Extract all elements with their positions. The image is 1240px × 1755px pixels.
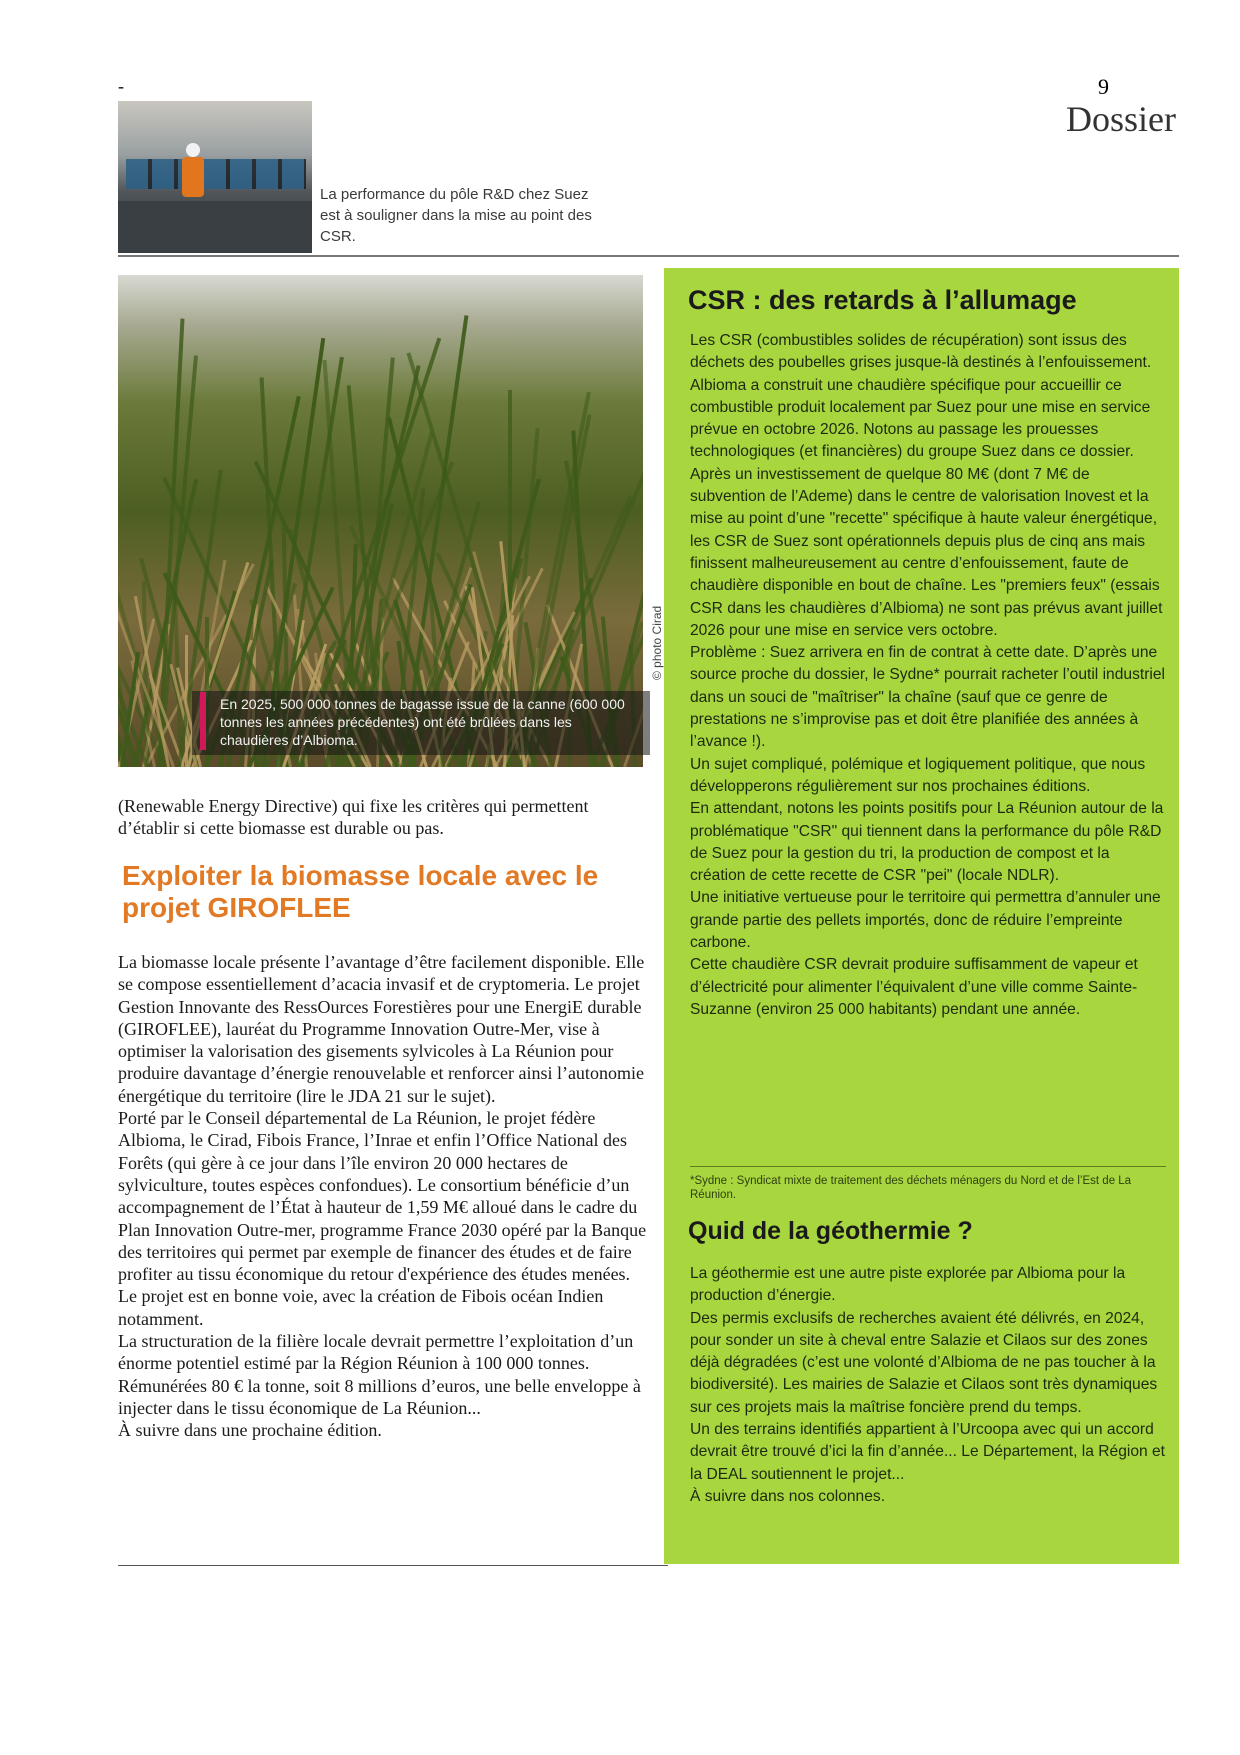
- geothermie-title: Quid de la géothermie ?: [688, 1217, 973, 1245]
- geothermie-article: [690, 1263, 1166, 1508]
- page-dash: -: [118, 76, 124, 96]
- paragraph: Les CSR (combustibles solides de récupération) sont issus des déchets des poubelles grises jusque-là destinés à l’enfouissement.: [690, 332, 1152, 372]
- paragraph: Des permis exclusifs de recherches avaient été délivrés, en 2024, pour sonder un site à cheval entre Salazie et Cilaos sur des zones déjà dégradées (c’est une volonté d’Albioma de ne pas toucher à la biodiversité). Les mairies de Salazie et Cilaos sont très dynamiques sur ces projets mais la maîtrise foncière prend du temps.: [690, 1309, 1158, 1416]
- giroflee-article: [118, 951, 648, 1442]
- paragraph: Porté par le Conseil départemental de La Réunion, le projet fédère Albioma, le Cirad, Fibois France, l’Inrae et enfin l’Office National des Forêts (qui gère à ce jour dans l’île environ 20 000 hectares de sylviculture, toutes espèces confondues). Le consortium bénéficie d’un accompagnement de l’État à hauteur de 1,59 M€ alloué dans le cadre du Plan Innovation Outre-mer, programme France 2030 opéré par la Banque des territoires qui permet par exemple de financer des études et de faire profiter au tissu économique du retour d'expérience des études menées. Le projet est en bonne voie, avec la création de Fibois océan Indien notamment.: [118, 1108, 647, 1329]
- bagasse-photo-caption: En 2025, 500 000 tonnes de bagasse issue de la canne (600 000 tonnes les années précédentes) ont été brûlées dans les chaudières d’Albioma.: [192, 691, 650, 755]
- footnote-divider: [690, 1166, 1166, 1167]
- csr-article: [690, 330, 1166, 1021]
- paragraph: Un sujet compliqué, polémique et logiquement politique, que nous développerons régulièrement sur nos prochaines éditions.: [690, 755, 1146, 795]
- page-number: 9: [1098, 74, 1109, 99]
- section-rubric: Dossier: [1066, 99, 1176, 139]
- caption-accent-bar: [200, 692, 206, 750]
- top-photo-caption: La performance du pôle R&D chez Suez est à souligner dans la mise au point des CSR.: [320, 186, 592, 245]
- paragraph: Un des terrains identifiés appartient à l’Urcoopa avec qui un accord devrait être trouvé d’ici la fin d’année... Le Département, la Région et la DEAL soutiennent le projet...: [690, 1421, 1166, 1483]
- top-divider: [118, 255, 1179, 257]
- control-room-photo: [118, 101, 312, 253]
- paragraph: En attendant, notons les points positifs pour La Réunion autour de la problématique "CSR" qui tiennent dans la performance du pôle R&D de Suez pour la gestion du tri, la production de compost et la création de cette recette de CSR "pei" (locale NDLR).: [690, 800, 1164, 885]
- paragraph: La biomasse locale présente l’avantage d’être facilement disponible. Elle se compose essentiellement d’acacia invasif et de cryptomeria. Le projet Gestion Innovante des RessOurces Forestières pour une EnergiE durable (GIROFLEE), lauréat du Programme Innovation Outre-Mer, vise à optimiser la valorisation des gisements sylvicoles à La Réunion pour produire davantage d’énergie renouvelable et renforcer ainsi l’autonomie énergétique du territoire (lire le JDA 21 sur le sujet).: [118, 952, 645, 1106]
- paragraph: Problème : Suez arrivera en fin de contrat à cette date. D’après une source proche du dossier, le Sydne* pourrait racheter l’outil industriel dans un souci de "maîtriser" la chaîne (sauf que ce genre de prestations ne s’improvise pas et doit être planifiée des années à l’avance !).: [690, 644, 1165, 751]
- paragraph: La structuration de la filière locale devrait permettre l’exploitation d’un énorme potentiel estimé par la Région Réunion à 100 000 tonnes. Rémunérées 80 € la tonne, soit 8 millions d’euros, une belle enveloppe à injecter dans le tissu économique de La Réunion...: [118, 1331, 641, 1418]
- giroflee-title: Exploiter la biomasse locale avec le projet GIROFLEE: [122, 860, 599, 923]
- photo-credit: © photo Cirad: [650, 605, 664, 680]
- sydne-footnote: *Sydne : Syndicat mixte de traitement des déchets ménagers du Nord et de l’Est de La Réunion.: [690, 1175, 1132, 1201]
- paragraph: Cette chaudière CSR devrait produire suffisamment de vapeur et d’électricité pour alimenter l’équivalent d’une ville comme Sainte-Suzanne (environ 25 000 habitants) pendant une année.: [690, 956, 1138, 1018]
- paragraph: La géothermie est une autre piste explorée par Albioma pour la production d’énergie.: [690, 1265, 1126, 1305]
- paragraph: À suivre dans une prochaine édition.: [118, 1420, 382, 1441]
- intro-text: (Renewable Energy Directive) qui fixe les critères qui permettent d’établir si cette biomasse est durable ou pas.: [118, 796, 589, 839]
- bottom-divider: [118, 1565, 668, 1566]
- csr-title: CSR : des retards à l’allumage: [688, 285, 1077, 315]
- paragraph: Albioma a construit une chaudière spécifique pour accueillir ce combustible produit localement par Suez pour une mise en service prévue en octobre 2026. Notons au passage les prouesses technologiques (et financières) du groupe Suez dans ce dossier. Après un investissement de quelque 80 M€ (dont 7 M€ de subvention de l’Ademe) dans le centre de valorisation Inovest et la mise au point d’une "recette" spécifique à haute valeur énergétique, les CSR de Suez sont opérationnels depuis plus de cinq ans mais finissent malheureusement au centre d’enfouissement, faute de chaudière disponible en bout de chaîne. Les "premiers feux" (essais CSR dans les chaudières d’Albioma) ne sont pas prévus avant juillet 2026 pour une mise en service vers octobre.: [690, 376, 1163, 639]
- paragraph: À suivre dans nos colonnes.: [690, 1487, 886, 1505]
- paragraph: Une initiative vertueuse pour le territoire qui permettra d’annuler une grande partie des pellets importés, donc de réduire l’empreinte carbone.: [690, 889, 1161, 952]
